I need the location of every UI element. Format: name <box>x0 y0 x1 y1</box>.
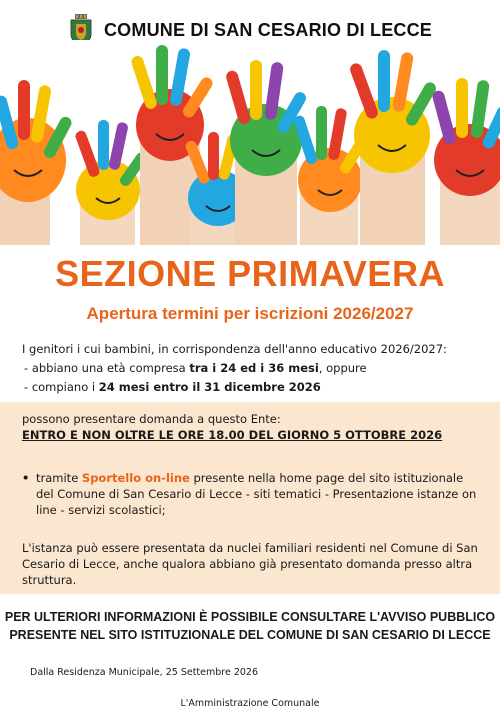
info-line-2: PRESENTE NEL SITO ISTITUZIONALE DEL COMUNE DI SAN CESARIO DI LECCE <box>9 628 491 642</box>
page-title: SEZIONE PRIMAVERA <box>55 253 445 294</box>
application-panel <box>0 402 500 594</box>
painted-hands-illustration <box>0 40 500 245</box>
sportello-online-link[interactable]: Sportello on-line <box>81 471 190 485</box>
issue-date: Dalla Residenza Municipale, 25 Settembre 2026 <box>30 667 259 678</box>
online-post1: presente nella home page del sito istituzionale <box>189 471 464 485</box>
municipality-name: COMUNE DI SAN CESARIO DI LECCE <box>103 19 433 40</box>
online-submission-bullet <box>22 470 482 518</box>
intro-bullet-age-range: - abbiano una età compresa tra i 24 ed i 36 mesi, oppure <box>24 361 367 375</box>
info-line-1: PER ULTERIORI INFORMAZIONI È POSSIBILE CONSULTARE L'AVVISO PUBBLICO <box>4 610 496 624</box>
bullet2-text: compiano i <box>31 380 99 394</box>
page-subtitle: Apertura termini per iscrizioni 2026/2027 <box>86 304 414 323</box>
online-post2: del Comune di San Cesario di Lecce - siti tematici - Presentazione istanze on line - servizi scolastici; <box>36 487 477 517</box>
bullet1-bold: tra i 24 ed i 36 mesi <box>189 361 319 375</box>
online-pre: tramite <box>36 471 82 485</box>
bullet1-text: abbiano una età compresa <box>31 361 190 375</box>
eligibility-note: L'istanza può essere presentata da nuclei familiari residenti nel Comune di San Cesario di Lecce, anche qualora abbiano già presentato domanda presso altra struttura. <box>22 541 478 587</box>
info-notice <box>0 608 500 644</box>
bullet2-bold: 24 mesi entro il 31 dicembre 2026 <box>98 380 321 394</box>
panel-lead: possono presentare domanda a questo Ente: <box>22 412 281 426</box>
deadline-text: ENTRO E NON OLTRE LE ORE 18.00 DEL GIORNO 5 OTTOBRE 2026 <box>22 428 443 442</box>
bullet-dot: • <box>22 471 30 485</box>
intro-text <box>22 340 482 397</box>
intro-bullet-24-months: - compiano i 24 mesi entro il 31 dicembre 2026 <box>24 380 321 394</box>
intro-lead: I genitori i cui bambini, in corrispondenza dell'anno educativo 2026/2027: <box>22 342 447 356</box>
hero-image <box>0 40 500 245</box>
signature: L'Amministrazione Comunale <box>180 698 320 709</box>
bullet1-tail: , oppure <box>318 361 367 375</box>
